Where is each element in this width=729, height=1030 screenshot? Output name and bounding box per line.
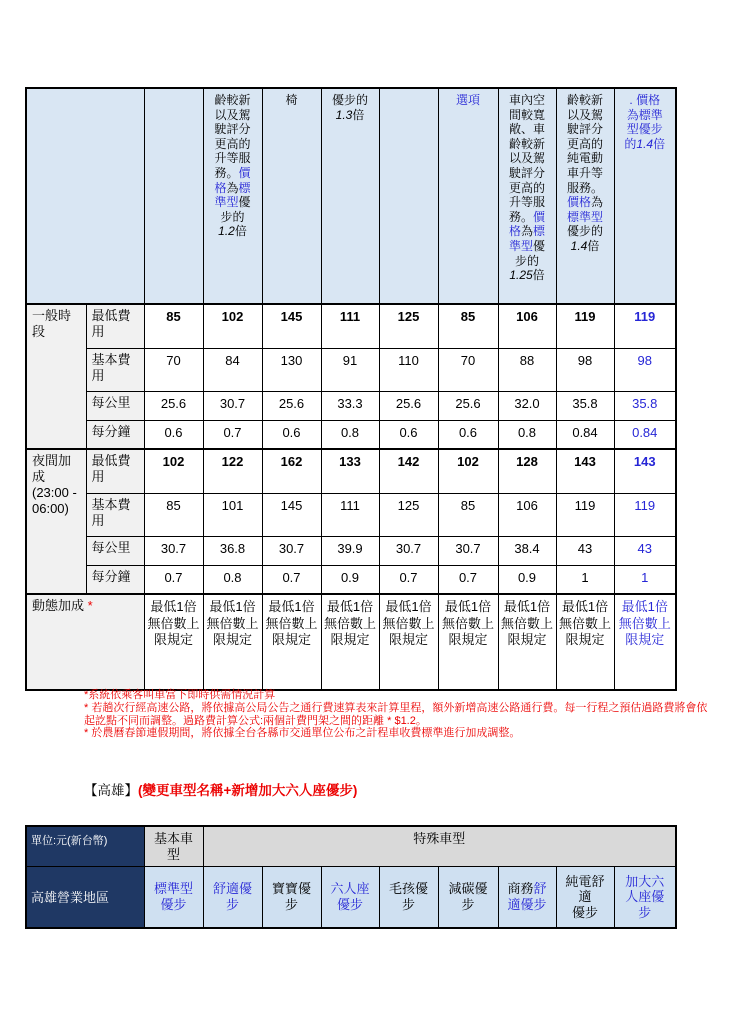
fare-header-cell: [379, 88, 438, 304]
fare-value-cell: 0.9: [498, 565, 556, 594]
fare-row-label: 每分鐘: [86, 420, 144, 449]
fare-value-cell: 32.0: [498, 391, 556, 420]
text-segment: 齡較新以及駕駛評分更高的升等服務。: [214, 93, 251, 180]
fare-value-cell: 102: [438, 449, 498, 493]
text-segment: 優步: [571, 904, 598, 920]
heading-note: (變更車型名稱+新增加大六人座優步): [138, 783, 358, 798]
fare-value-cell: 142: [379, 449, 438, 493]
text-segment: 寶寶優步: [271, 881, 311, 912]
fare-row-label: 基本費用: [86, 493, 144, 536]
kh-header-row: [26, 826, 676, 866]
fare-value-cell: 70: [438, 348, 498, 391]
fare-value-cell: 0.6: [379, 420, 438, 449]
fare-value-cell: 106: [498, 304, 556, 348]
fare-value-cell: 43: [556, 536, 614, 565]
fare-value-cell: 0.84: [614, 420, 676, 449]
text-segment: 椅: [285, 93, 298, 107]
text-segment: 加大六人座優步: [625, 873, 665, 920]
fare-value-cell: 30.7: [144, 536, 203, 565]
text-segment: 最低1倍: [150, 599, 197, 614]
text-segment: 純電舒適: [565, 873, 605, 904]
fare-row-label: 每公里: [86, 391, 144, 420]
fare-value-cell: 0.6: [262, 420, 321, 449]
table-row: [26, 449, 676, 493]
fare-value-cell: 98: [556, 348, 614, 391]
fare-header-cell: [498, 88, 556, 304]
fare-header-cell: [321, 88, 379, 304]
fare-value-cell: 0.7: [144, 565, 203, 594]
fare-value-cell: 25.6: [262, 391, 321, 420]
fare-value-cell: 0.9: [321, 565, 379, 594]
fare-header-cell: [144, 88, 203, 304]
fare-value-cell: 25.6: [379, 391, 438, 420]
fare-dynamic-cell: [379, 594, 438, 690]
special-type-header: 特殊車型: [203, 826, 676, 866]
fare-value-cell: 0.7: [438, 565, 498, 594]
fare-value-cell: 1: [614, 565, 676, 594]
fare-value-cell: 35.8: [556, 391, 614, 420]
fare-value-cell: 0.7: [203, 420, 262, 449]
fare-section-label: 一般時段: [26, 304, 86, 449]
text-segment: 毛孩優步: [388, 881, 428, 912]
fare-header-cell: [614, 88, 676, 304]
text-segment: 最低1倍: [385, 599, 432, 614]
fare-value-cell: 0.84: [556, 420, 614, 449]
car-type-cell: [203, 866, 262, 928]
fare-value-cell: 0.8: [203, 565, 262, 594]
text-segment: 為: [591, 195, 604, 210]
text-segment: 最低1倍: [503, 599, 551, 614]
text-segment: 1.3: [335, 107, 353, 122]
text-segment: . 價格為標準型優步的: [624, 93, 663, 151]
fare-row-label: 最低費用: [86, 449, 144, 493]
fare-value-cell: 85: [144, 493, 203, 536]
table-row: [26, 391, 676, 420]
car-type-cell: [144, 866, 203, 928]
fare-value-cell: 30.7: [379, 536, 438, 565]
fare-value-cell: 0.8: [321, 420, 379, 449]
fare-value-cell: 91: [321, 348, 379, 391]
fare-value-cell: 43: [614, 536, 676, 565]
fare-header-cell: [262, 88, 321, 304]
fare-header-cell: [556, 88, 614, 304]
table-row: [26, 536, 676, 565]
text-segment: 倍: [352, 107, 365, 122]
car-type-cell: [379, 866, 438, 928]
text-segment: 標準型優步: [153, 881, 193, 912]
fare-value-cell: 130: [262, 348, 321, 391]
dynamic-label-text: 動態加成: [32, 598, 85, 613]
fare-value-cell: 88: [498, 348, 556, 391]
fare-value-cell: 143: [556, 449, 614, 493]
fare-value-cell: 30.7: [203, 391, 262, 420]
fare-value-cell: 0.7: [262, 565, 321, 594]
car-type-cell: [556, 866, 614, 928]
text-segment: 舒適優步: [507, 881, 547, 912]
text-segment: 標準型: [566, 209, 603, 224]
text-segment: 最低1倍: [268, 599, 315, 614]
fare-value-cell: 102: [144, 449, 203, 493]
fare-value-cell: 25.6: [438, 391, 498, 420]
fare-dynamic-label: [26, 594, 144, 690]
car-type-cell: [614, 866, 676, 928]
fare-value-cell: 70: [144, 348, 203, 391]
fare-dynamic-cell: [614, 594, 676, 690]
fare-dynamic-cell: [203, 594, 262, 690]
text-segment: 減碳優步: [448, 881, 488, 912]
kh-cartype-row: [26, 866, 676, 928]
fare-value-cell: 33.3: [321, 391, 379, 420]
fare-value-cell: 39.9: [321, 536, 379, 565]
text-segment: 倍: [587, 238, 600, 253]
fare-dynamic-cell: [498, 594, 556, 690]
fare-value-cell: 162: [262, 449, 321, 493]
fare-value-cell: 119: [614, 493, 676, 536]
car-type-cell: [262, 866, 321, 928]
text-segment: 標準型: [508, 224, 546, 253]
text-segment: 無倍數上限規定: [558, 615, 611, 647]
fare-value-cell: 119: [556, 493, 614, 536]
fare-value-cell: 143: [614, 449, 676, 493]
table-row: [26, 348, 676, 391]
car-type-cell: [438, 866, 498, 928]
fare-dynamic-row: [26, 594, 676, 690]
table-row: [26, 565, 676, 594]
fare-value-cell: 145: [262, 304, 321, 348]
fare-value-cell: 0.6: [144, 420, 203, 449]
basic-type-header: 基本車型: [144, 826, 203, 866]
text-segment: 優步的: [514, 238, 546, 268]
fare-value-cell: 110: [379, 348, 438, 391]
text-segment: 價格: [566, 195, 591, 210]
fare-dynamic-cell: [321, 594, 379, 690]
text-segment: 為: [520, 224, 533, 239]
fare-row-label: 每公里: [86, 536, 144, 565]
text-segment: 優步的: [220, 195, 251, 224]
text-segment: 優步的: [566, 224, 603, 239]
fare-value-cell: 0.6: [438, 420, 498, 449]
text-segment: 車內空間較寬敞、車齡較新以及駕駛評分更高的升等服務。: [508, 93, 545, 224]
text-segment: 最低1倍: [561, 599, 609, 614]
text-segment: 倍: [653, 136, 666, 151]
text-segment: 無倍數上限規定: [441, 615, 494, 647]
fare-value-cell: 98: [614, 348, 676, 391]
unit-label: 單位:元(新台幣): [26, 826, 144, 866]
car-type-cell: [321, 866, 379, 928]
fare-value-cell: 102: [203, 304, 262, 348]
text-segment: 無倍數上限規定: [265, 615, 318, 647]
text-segment: 1.4: [570, 238, 588, 253]
text-segment: 無倍數上限規定: [618, 615, 671, 647]
text-segment: 1.4: [636, 136, 654, 151]
text-segment: 無倍數上限規定: [500, 615, 553, 647]
fare-dynamic-cell: [556, 594, 614, 690]
text-segment: 選項: [455, 93, 480, 107]
fare-value-cell: 0.7: [379, 565, 438, 594]
region-label: 高雄營業地區: [26, 866, 144, 928]
dynamic-asterisk: *: [84, 598, 93, 613]
kaohsiung-table: [25, 825, 677, 929]
fare-header-cell: [203, 88, 262, 304]
fare-row-label: 每分鐘: [86, 565, 144, 594]
text-segment: 最低1倍: [621, 599, 668, 614]
text-segment: 最低1倍: [444, 599, 492, 614]
fare-header-row: [26, 88, 676, 304]
fare-value-cell: 1: [556, 565, 614, 594]
text-segment: 為: [226, 180, 239, 195]
text-segment: 1.25: [509, 268, 533, 283]
footnote: * 若趟次行經高速公路，將依據高公局公告之通行費速算表來計算里程，額外新增高速公路通行費。每一行程之預估過路費將會依起訖點不同而調整。過路費計算公式:兩個計費門架之間的距離 * $1.2。: [84, 701, 708, 727]
fare-value-cell: 85: [438, 304, 498, 348]
fare-value-cell: 85: [144, 304, 203, 348]
fare-value-cell: 0.8: [498, 420, 556, 449]
table-row: [26, 304, 676, 348]
text-segment: 商務: [507, 881, 534, 897]
fare-value-cell: 30.7: [438, 536, 498, 565]
fare-value-cell: 119: [614, 304, 676, 348]
footnote: *系統依乘客叫車當下即時供需情況計算: [84, 689, 276, 701]
fare-value-cell: 36.8: [203, 536, 262, 565]
fare-value-cell: 111: [321, 493, 379, 536]
fare-value-cell: 125: [379, 304, 438, 348]
fare-header-cell: [438, 88, 498, 304]
text-segment: 無倍數上限規定: [147, 615, 200, 647]
fare-row-label: 基本費用: [86, 348, 144, 391]
fare-value-cell: 106: [498, 493, 556, 536]
fare-dynamic-cell: [262, 594, 321, 690]
fare-value-cell: 30.7: [262, 536, 321, 565]
text-segment: 最低1倍: [326, 599, 374, 614]
fare-value-cell: 125: [379, 493, 438, 536]
fare-value-cell: 128: [498, 449, 556, 493]
table-row: [26, 493, 676, 536]
fare-value-cell: 111: [321, 304, 379, 348]
text-segment: 最低1倍: [209, 599, 256, 614]
fare-value-cell: 119: [556, 304, 614, 348]
fare-header-blank: [26, 88, 144, 304]
text-segment: 舒適優步: [212, 881, 252, 912]
fare-dynamic-cell: [438, 594, 498, 690]
page-heading: [84, 779, 357, 799]
footnote: * 於農曆春節連假期間，將依據全台各縣市交通單位公布之計程車收費標準進行加成調整。: [84, 727, 521, 740]
car-type-cell: [498, 866, 556, 928]
fare-row-label: 最低費用: [86, 304, 144, 348]
table-row: [26, 420, 676, 449]
fare-value-cell: 145: [262, 493, 321, 536]
fare-section-label: 夜間加成 (23:00 - 06:00): [26, 449, 86, 594]
fare-value-cell: 101: [203, 493, 262, 536]
fare-value-cell: 35.8: [614, 391, 676, 420]
fare-value-cell: 122: [203, 449, 262, 493]
text-segment: 倍: [532, 268, 545, 283]
fare-table: [25, 87, 677, 691]
footnotes: [84, 689, 716, 740]
text-segment: 標準型: [214, 180, 251, 210]
fare-value-cell: 84: [203, 348, 262, 391]
text-segment: 1.2: [218, 224, 235, 239]
text-segment: 無倍數上限規定: [206, 615, 259, 647]
fare-value-cell: 133: [321, 449, 379, 493]
fare-value-cell: 38.4: [498, 536, 556, 565]
text-segment: 無倍數上限規定: [323, 615, 376, 647]
text-segment: 價格: [214, 165, 251, 195]
text-segment: 無倍數上限規定: [382, 615, 435, 647]
text-segment: 齡較新以及駕駛評分更高的純電動車升等服務。: [566, 93, 603, 195]
text-segment: 六人座優步: [330, 881, 370, 912]
text-segment: 優步的: [331, 93, 368, 107]
fare-value-cell: 25.6: [144, 391, 203, 420]
heading-city: 【高雄】: [84, 783, 138, 798]
fare-dynamic-cell: [144, 594, 203, 690]
fare-value-cell: 85: [438, 493, 498, 536]
text-segment: 倍: [234, 224, 247, 239]
text-segment: 價格: [508, 209, 546, 239]
